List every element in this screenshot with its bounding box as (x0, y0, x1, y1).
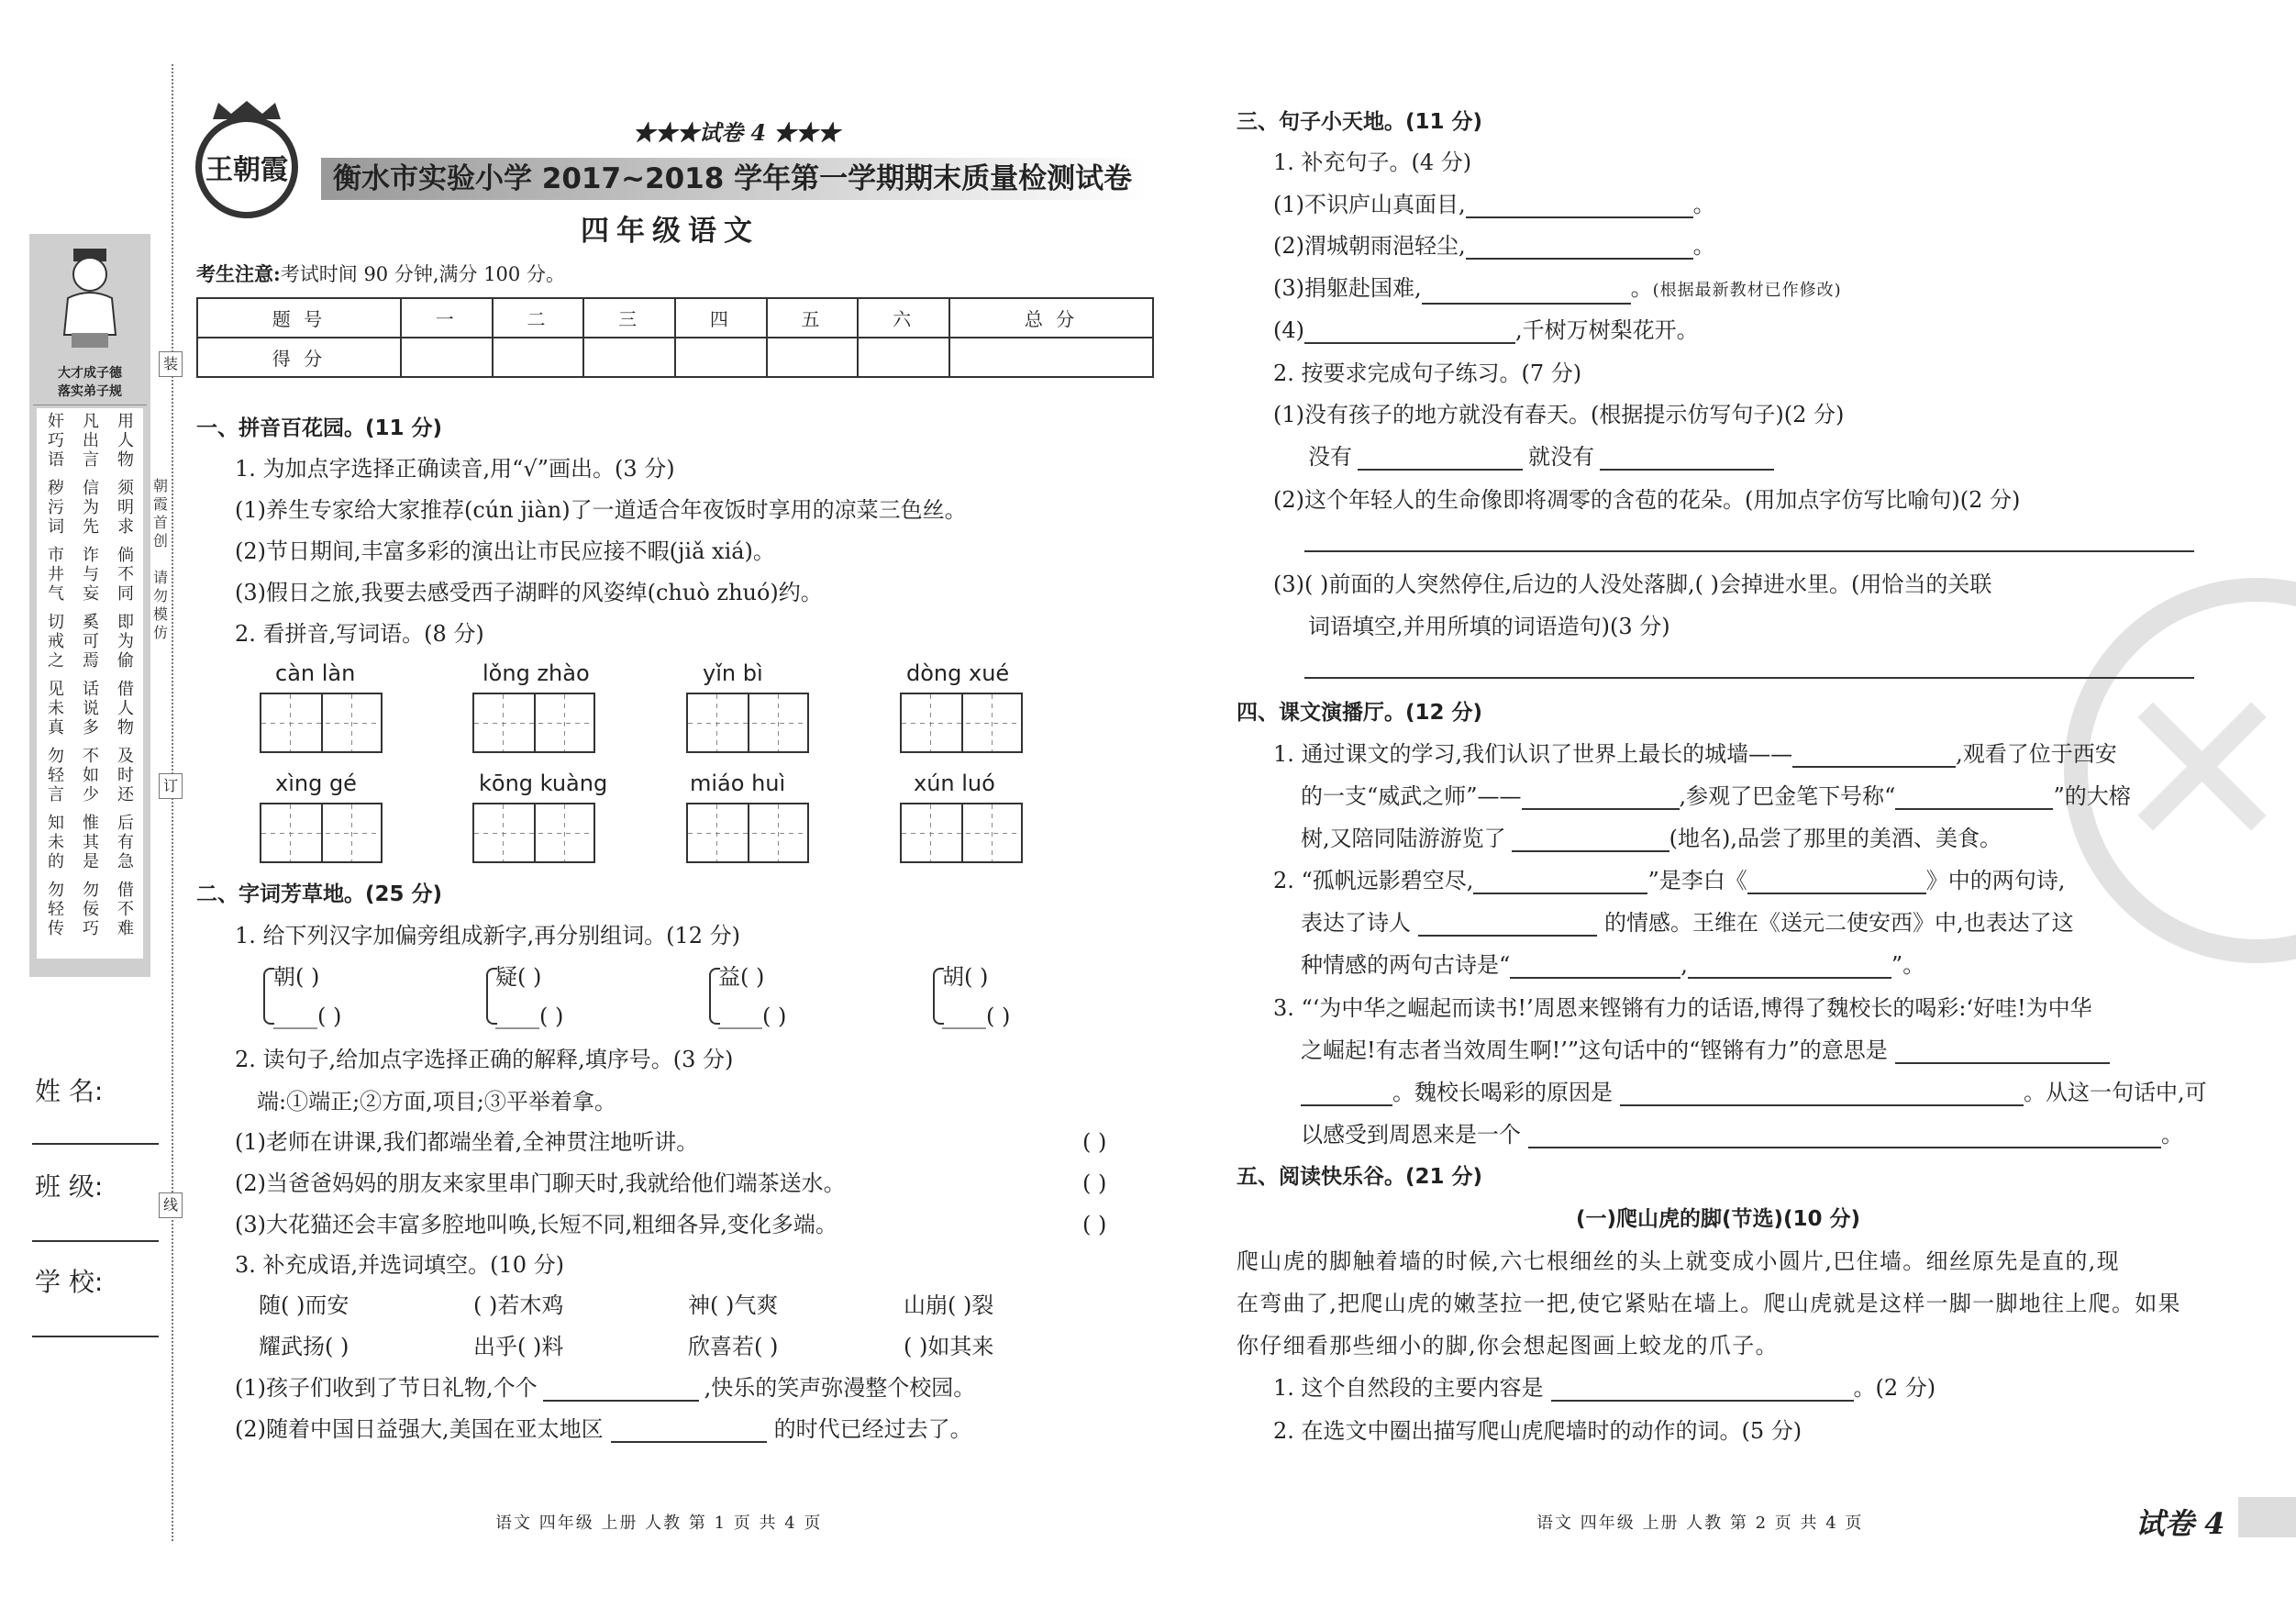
name-field[interactable] (32, 1143, 159, 1145)
char-item: 朝( ) (273, 964, 320, 990)
name-label: 姓 名: (35, 1076, 104, 1106)
proverb-text: 惟其是 (83, 814, 99, 871)
section-1-title: 一、拼音百花园。(11 分) (196, 416, 443, 440)
proverb-text: 知未的 (48, 814, 64, 871)
question-text: 1. 给下列汉字加偏旁组成新字,再分别组词。(12 分) (235, 923, 741, 948)
class-label: 班 级: (35, 1171, 104, 1202)
idiom-item[interactable]: 神( )气爽 (688, 1292, 779, 1318)
copyright-note: 朝霞首创 (152, 477, 168, 549)
answer-line[interactable] (1304, 677, 2194, 679)
proverb-text: 话说多 (83, 680, 99, 738)
question-text: (2)这个年轻人的生命像即将凋零的含苞的花朵。(用加点字仿写比喻句)(2 分) (1273, 487, 2021, 513)
writing-grid[interactable] (900, 693, 1023, 753)
answer-blank[interactable] (1620, 1084, 2024, 1106)
proverbs-panel (37, 408, 143, 959)
answer-blank[interactable] (1747, 872, 1926, 894)
question-text: (3)大花猫还会丰富多腔地叫唤,长短不同,粗细各异,变化多端。 (235, 1212, 837, 1237)
sidebar-panel (29, 234, 150, 977)
char-blank[interactable]: ____( ) (495, 1004, 564, 1029)
question-text: 2. “孤帆远影碧空尽, ”是李白《 》中的两句诗, (1273, 868, 2066, 893)
proverb-text: 后有急 (117, 814, 134, 871)
proverb-text: 借人物 (117, 680, 134, 738)
writing-grid[interactable] (472, 803, 595, 863)
question-text: (1)老师在讲课,我们都端坐着,全神贯注地听讲。 (235, 1129, 699, 1155)
idiom-item[interactable]: 欣喜若( ) (688, 1334, 779, 1359)
proverb-text: 倘不同 (117, 546, 134, 604)
answer-blank[interactable] (1522, 788, 1680, 810)
definition-text: 端:①端正;②方面,项目;③平举着拿。 (257, 1089, 616, 1115)
writing-grid[interactable] (900, 803, 1023, 863)
answer-blank[interactable] (1466, 238, 1693, 260)
proverb-text: 信为先 (83, 479, 99, 537)
proverb-text: 不如少 (83, 747, 99, 804)
proverb-text: 须明求 (117, 479, 134, 537)
pinyin-label: yǐn bì (703, 660, 763, 686)
question-text: 2. 按要求完成句子练习。(7 分) (1273, 360, 1582, 386)
fold-label: 订 (159, 773, 183, 799)
pinyin-label: miáo huì (690, 771, 786, 796)
exam-subtitle: 四年级语文 (581, 215, 760, 248)
question-text: (1)养生专家给大家推荐(cún jiàn)了一道适合年夜饭时享用的凉菜三色丝。 (235, 497, 967, 523)
question-text: (3)( )前面的人突然停住,后边的人没处落脚,( )会掉进水里。(用恰当的关联 (1273, 571, 1992, 597)
question-text: 之崛起!有志者当效周生啊!’”这句话中的“铿锵有力”的意思是 (1301, 1037, 2110, 1064)
pinyin-label: kōng kuàng (479, 771, 608, 796)
proverb-text: 奸巧语 (48, 412, 64, 470)
brand-logo: 王朝霞 (195, 116, 298, 218)
question-text: 种情感的两句古诗是“ , ”。 (1301, 952, 1925, 978)
page-footer: 语文 四年级 上册 人教 第 2 页 共 4 页 (1536, 1514, 1864, 1533)
answer-blank[interactable] (1473, 872, 1647, 894)
proverb-text: 用人物 (117, 412, 134, 470)
idiom-item[interactable]: 随( )而安 (259, 1292, 349, 1318)
proverb-text: 市井气 (48, 546, 64, 604)
writing-grid[interactable] (686, 693, 809, 753)
answer-blank[interactable] (1792, 746, 1956, 768)
question-text: (1)孩子们收到了节日礼物,个个 ,快乐的笑声弥漫整个校园。 (235, 1375, 976, 1401)
reading-passage: 爬山虎的脚触着墙的时候,六七根细丝的头上就变成小圆片,巴住墙。细丝原先是直的,现 (1237, 1248, 2120, 1274)
answer-blank[interactable] (1304, 322, 1515, 344)
question-text: (3)捐躯赴国难, 。(根据最新教材已作修改) (1273, 274, 1842, 305)
question-text: 2. 读句子,给加点字选择正确的解释,填序号。(3 分) (235, 1047, 734, 1072)
answer-blank[interactable] (1688, 957, 1891, 979)
proverb-text: 凡出言 (83, 412, 99, 470)
question-text: 2. 看拼音,写词语。(8 分) (235, 621, 484, 647)
answer-blank[interactable] (1422, 283, 1631, 305)
char-item: 胡( ) (942, 964, 989, 990)
char-blank[interactable]: ____( ) (273, 1004, 342, 1029)
idiom-item[interactable]: ( )如其来 (904, 1334, 994, 1359)
reading-passage: 在弯曲了,把爬山虎的嫩茎拉一把,使它紧贴在墙上。爬山虎就是这样一脚一脚地往上爬。如果 (1237, 1291, 2181, 1316)
question-text: (2)当爸爸妈妈的朋友来家里串门聊天时,我就给他们端茶送水。 (235, 1170, 846, 1196)
table-row: 得 分 (197, 338, 1153, 377)
answer-paren[interactable]: ( ) (1082, 1212, 1107, 1237)
writing-grid[interactable] (260, 693, 383, 753)
answer-paren[interactable]: ( ) (1082, 1170, 1107, 1196)
answer-paren[interactable]: ( ) (1082, 1129, 1107, 1155)
question-text: (2)随着中国日益强大,美国在亚太地区 的时代已经过去了。 (235, 1416, 972, 1442)
reading-passage: 你仔细看那些细小的脚,你会想起图画上蛟龙的爪子。 (1237, 1333, 1779, 1359)
char-blank[interactable]: ____( ) (718, 1004, 787, 1029)
answer-blank[interactable] (1510, 957, 1680, 979)
school-field[interactable] (32, 1336, 159, 1337)
question-text: 没有 就没有 (1308, 443, 1774, 471)
question-text: (2)渭城朝雨浥轻尘, 。 (1273, 233, 1715, 259)
pinyin-label: xìng gé (275, 771, 357, 796)
section-3-title: 三、句子小天地。(11 分) (1237, 110, 1483, 134)
answer-blank[interactable] (1600, 449, 1774, 471)
exam-badge: ★★★试卷 4 ★★★ (633, 119, 840, 146)
proverb-text: 及时还 (117, 747, 134, 804)
proverb-text: 勿轻言 (48, 747, 64, 804)
proverb-text: 切戒之 (48, 613, 64, 671)
proverb-text: 见未真 (48, 680, 64, 738)
question-text: 。魏校长喝彩的原因是 。从这一句话中,可 (1301, 1079, 2207, 1106)
answer-blank[interactable] (1895, 1042, 2110, 1064)
reading-title: (一)爬山虎的脚(节选)(10 分) (1575, 1207, 1861, 1231)
watermark-mark: ✕ (2110, 642, 2295, 899)
answer-blank[interactable] (1466, 196, 1693, 218)
exam-title: 衡水市实验小学 2017~2018 学年第一学期期末质量检测试卷 (333, 162, 1133, 195)
proverb-text: 即为偷 (117, 613, 134, 671)
answer-blank[interactable] (1418, 915, 1597, 937)
char-item: 疑( ) (495, 964, 542, 990)
pinyin-label: xún luó (914, 771, 995, 796)
writing-grid[interactable] (686, 803, 809, 863)
motto: 大才成子德 落实弟子规 (33, 364, 147, 405)
question-text: (1)没有孩子的地方就没有春天。(根据提示仿写句子)(2 分) (1273, 402, 1845, 427)
answer-blank[interactable] (543, 1380, 699, 1402)
answer-blank[interactable] (1528, 1126, 2161, 1148)
binding-line (172, 64, 173, 1541)
idiom-item[interactable]: ( )若木鸡 (473, 1292, 564, 1318)
question-text: 的一支“威武之师”—— ,参观了巴金笔下号称“ ”的大榕 (1301, 783, 2131, 809)
fold-label: 线 (159, 1192, 183, 1218)
question-text: 3. “‘为中华之崛起而读书!’周恩来铿锵有力的话语,博得了魏校长的喝彩:‘好哇!为中华 (1273, 995, 2092, 1021)
answer-line[interactable] (1304, 550, 2194, 552)
question-text: (1)不识庐山真面目, 。 (1273, 192, 1715, 217)
idiom-item[interactable]: 出乎( )料 (473, 1334, 564, 1359)
question-text: 2. 在选文中圈出描写爬山虎爬墙时的动作的词。(5 分) (1273, 1418, 1802, 1444)
answer-blank[interactable] (611, 1421, 767, 1443)
pinyin-label: dòng xué (906, 660, 1010, 686)
table-row: 题 号 一 二 三 四 五 六 总 分 (197, 298, 1153, 338)
idiom-item[interactable]: 耀武扬( ) (259, 1334, 349, 1359)
proverb-text: 奚可焉 (83, 613, 99, 671)
char-blank[interactable]: ____( ) (942, 1004, 1011, 1029)
question-text: (3)假日之旅,我要去感受西子湖畔的风姿绰(chuò zhuó)约。 (235, 580, 823, 605)
answer-blank[interactable] (1512, 830, 1669, 852)
student-figure-icon (57, 243, 123, 353)
question-text: 1. 补充句子。(4 分) (1273, 150, 1472, 175)
question-text: 以感受到周恩来是一个 。 (1301, 1122, 2183, 1148)
writing-grid[interactable] (260, 803, 383, 863)
pinyin-label: càn làn (275, 660, 356, 686)
fold-label: 装 (159, 351, 183, 377)
question-text: (2)节日期间,丰富多彩的演出让市民应接不暇(jiǎ xiá)。 (235, 538, 775, 564)
question-text: 1. 通过课文的学习,我们认识了世界上最长的城墙—— ,观看了位于西安 (1273, 741, 2117, 767)
answer-blank[interactable] (1551, 1380, 1854, 1402)
answer-blank[interactable] (1301, 1084, 1392, 1106)
answer-blank[interactable] (1358, 449, 1523, 471)
question-text: 树,又陪同陆游游览了 (地名),品尝了那里的美酒、美食。 (1301, 826, 2002, 851)
section-4-title: 四、课文演播厅。(12 分) (1237, 701, 1483, 725)
question-text: 3. 补充成语,并选词填空。(10 分) (235, 1252, 565, 1278)
idiom-item[interactable]: 山崩( )裂 (904, 1292, 994, 1318)
exam-notice: 考生注意:考试时间 90 分钟,满分 100 分。 (196, 262, 565, 285)
exam-tag: 试卷 4 (2135, 1506, 2225, 1541)
page-footer: 语文 四年级 上册 人教 第 1 页 共 4 页 (495, 1514, 823, 1533)
class-field[interactable] (32, 1240, 159, 1242)
score-table (196, 297, 1154, 378)
proverb-text: 秽污词 (48, 479, 64, 537)
writing-grid[interactable] (472, 693, 595, 753)
question-text: (4) ,千树万树梨花开。 (1273, 317, 1699, 343)
answer-blank[interactable] (1895, 788, 2053, 810)
proverb-text: 勿佞巧 (83, 881, 99, 938)
proverb-text: 借不难 (117, 881, 134, 938)
char-item: 益( ) (718, 964, 765, 990)
question-text: 表达了诗人 的情感。王维在《送元二使安西》中,也表达了这 (1301, 910, 2074, 936)
question-text: 1. 这个自然段的主要内容是 。(2 分) (1273, 1375, 1936, 1401)
question-text: 1. 为加点字选择正确读音,用“√”画出。(3 分) (235, 456, 675, 482)
school-label: 学 校: (35, 1267, 104, 1297)
pinyin-label: lǒng zhào (482, 660, 590, 686)
proverb-text: 诈与妄 (83, 546, 99, 604)
proverb-text: 勿轻传 (48, 881, 64, 938)
question-text: 词语填空,并用所填的词语造句)(3 分) (1308, 614, 1670, 639)
tag-bar (2238, 1497, 2296, 1537)
section-2-title: 二、字词芳草地。(25 分) (196, 882, 443, 906)
section-5-title: 五、阅读快乐谷。(21 分) (1237, 1165, 1483, 1189)
copyright-note: 请勿模仿 (152, 569, 168, 641)
